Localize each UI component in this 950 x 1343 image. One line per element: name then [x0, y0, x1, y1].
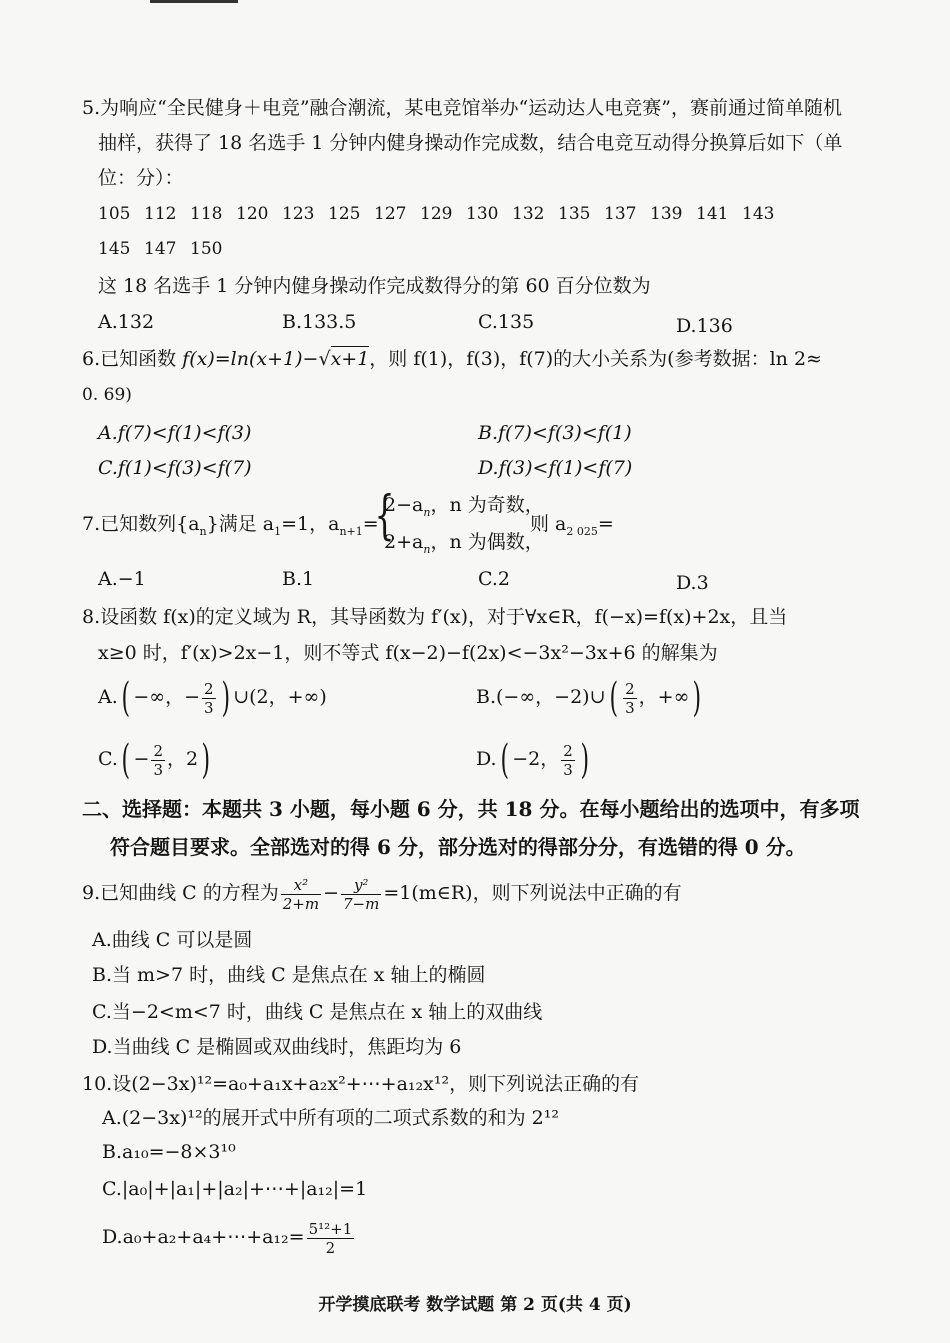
q7-sub-n: n — [199, 524, 207, 538]
q5-question: 这 18 名选手 1 分钟内健身操动作完成数得分的第 60 百分位数为 — [98, 275, 651, 297]
q7-case2-expr: 2+a — [384, 531, 424, 553]
q8-d-part1: −2， — [512, 748, 560, 770]
q5-data-value: 129 — [420, 204, 453, 224]
q9-option-a: A.曲线 C 可以是圆 — [92, 929, 253, 951]
q10-option-c: C.|a₀|+|a₁|+|a₂|+⋯+|a₁₂|=1 — [102, 1178, 368, 1200]
q10-d-pre: D.a₀+a₂+a₄+⋯+a₁₂= — [102, 1226, 305, 1248]
q7-ask-text: 则 a — [530, 513, 567, 535]
top-rule — [150, 0, 238, 3]
q7-case1: $2-a_n$，n 为奇数， — [384, 494, 544, 519]
q5-data-value: 125 — [328, 204, 361, 224]
q5-line3: 位：分）： — [98, 167, 184, 189]
q9-option-b: B.当 m>7 时，曲线 C 是焦点在 x 轴上的椭圆 — [92, 964, 486, 986]
q8-b-num: 2 — [625, 679, 635, 698]
q5-option-d: D.136 — [676, 315, 733, 337]
q7-ask-tail: = — [597, 513, 614, 535]
q9-option-c: C.当−2<m<7 时，曲线 C 是焦点在 x 轴上的双曲线 — [92, 1001, 543, 1023]
q10-stem: 10.设(2−3x)¹²=a₀+a₁x+a₂x²+⋯+a₁₂x¹²，则下列说法正确的有 — [82, 1073, 640, 1095]
q8-c-num: 2 — [153, 741, 163, 760]
q9-tail: =1(m∈R)，则下列说法中正确的有 — [383, 882, 682, 904]
q5-data-value: 127 — [374, 204, 407, 224]
q5-data-row1 — [98, 202, 788, 226]
q6-option-d: D.f(3)<f(1)<f(7) — [478, 457, 633, 479]
q9-minus: − — [323, 882, 340, 904]
q7-option-d: D.3 — [676, 572, 709, 594]
q9-f1-num: x² — [281, 876, 321, 895]
q7-brace: { — [374, 486, 395, 546]
q5-data-value: 130 — [466, 204, 499, 224]
q9-option-d: D.当曲线 C 是椭圆或双曲线时，焦距均为 6 — [92, 1036, 462, 1058]
q5-data-value: 105 — [98, 204, 131, 224]
q5-data-value: 145 — [98, 239, 131, 259]
q7-ask — [530, 512, 614, 536]
q5-data-value: 118 — [190, 204, 223, 224]
q5-option-a: A.132 — [98, 311, 155, 333]
q8-d-num: 2 — [563, 741, 573, 760]
q9-stem — [82, 868, 682, 918]
q5-option-b: B.133.5 — [282, 311, 357, 333]
q9-f2-den: 7−m — [343, 894, 380, 913]
q8-d-label: D. — [476, 748, 497, 770]
q10-option-b: B.a₁₀=−8×3¹⁰ — [102, 1141, 236, 1163]
q9-f1-den: 2+m — [282, 894, 320, 913]
q7-ask-sub: 2 025 — [566, 524, 598, 538]
page-footer: 开学摸底联考 数学试题 第 2 页(共 4 页) — [318, 1295, 632, 1315]
q9-f2-num: y² — [341, 876, 381, 895]
q8-c-den: 3 — [153, 760, 163, 779]
q6-sqrt: x+1 — [330, 348, 370, 370]
q8-a-part2: ∪(2，+∞) — [233, 686, 327, 708]
q8-b-part2: ，+∞ — [638, 686, 690, 708]
q8-c-part2: ，2 — [166, 748, 199, 770]
q8-a-num: 2 — [204, 679, 214, 698]
q7-case1-expr: 2−a — [384, 494, 424, 516]
q5-line1: 5.为响应“全民健身＋电竞”融合潮流，某电竞馆举办“运动达人电竞赛”，赛前通过简单随机 — [82, 97, 842, 119]
q5-data-value: 112 — [144, 204, 177, 224]
q7-sub-np1: n+1 — [339, 524, 363, 538]
q8-d-den: 3 — [563, 760, 573, 779]
q5-data-value: 150 — [190, 239, 223, 259]
q8-option-b: B.(−∞，−2)∪( $\frac{2}{3}$ ，+∞) — [476, 675, 702, 721]
q5-data-value: 137 — [604, 204, 637, 224]
q5-data-value: 120 — [236, 204, 269, 224]
q10-option-d — [102, 1212, 356, 1262]
q6-option-a: A.f(7)<f(1)<f(3) — [98, 422, 252, 444]
q8-option-d: D.( −2， $\frac{2}{3}$ ) — [476, 737, 589, 783]
q7-option-b: B.1 — [282, 568, 315, 590]
q7-one: =1，a — [281, 513, 340, 535]
q8-b-label: B.(−∞，−2)∪ — [476, 686, 606, 708]
q6-option-b: B.f(7)<f(3)<f(1) — [478, 422, 632, 444]
q5-option-c: C.135 — [478, 311, 535, 333]
q7-case2-tail: ，n 为偶数， — [430, 531, 544, 553]
q7-option-c: C.2 — [478, 568, 510, 590]
q6-option-c: C.f(1)<f(3)<f(7) — [98, 457, 252, 479]
q7-option-a: A.−1 — [98, 568, 146, 590]
q10-option-a: A.(2−3x)¹²的展开式中所有项的二项式系数的和为 2¹² — [102, 1107, 559, 1129]
q5-data-value: 123 — [282, 204, 315, 224]
q7-case1-tail: ，n 为奇数， — [430, 494, 544, 516]
q8-option-c: C.( − $\frac{2}{3}$ ，2) — [98, 737, 211, 783]
q6-line2: 0. 69) — [82, 385, 132, 405]
q7-prefix: 7.已知数列{a — [82, 513, 200, 535]
q8-a-den: 3 — [204, 698, 214, 717]
q7-case2: $2+a_n$，n 为偶数， — [384, 531, 544, 556]
q8-line1: 8.设函数 f(x)的定义域为 R，其导函数为 f′(x)，对于∀x∈R，f(−x)=f(x)+2x，且当 — [82, 606, 788, 628]
q6-func: f(x)=ln(x+1)− — [182, 348, 319, 370]
q6-line1: 6.已知函数 f(x)=ln(x+1)−√x+1，则 f(1)，f(3)，f(7)的大小关系为(参考数据：ln 2≈ — [82, 348, 822, 370]
q5-data-value: 143 — [742, 204, 775, 224]
q7-stem: 7.已知数列$\{a_n\}$满足 $a_1=1$，$a_{n+1}=$ — [82, 513, 379, 538]
q5-line2: 抽样，获得了 18 名选手 1 分钟内健身操动作完成数，结合电竞互动得分换算后如下（单 — [98, 132, 843, 154]
q6-mid: ，则 f(1)，f(3)，f(7)的大小关系为(参考数据：ln 2≈ — [369, 348, 822, 370]
q6-prefix: 6.已知函数 — [82, 348, 183, 370]
q8-line2: x≥0 时，f′(x)>2x−1，则不等式 f(x−2)−f(2x)<−3x²−3x+6 的解集为 — [98, 642, 718, 664]
q5-data-value: 139 — [650, 204, 683, 224]
q8-option-a: A.( −∞，− $\frac{2}{3}$ ) ∪(2，+∞) — [98, 675, 327, 721]
q8-c-label: C. — [98, 748, 118, 770]
q5-data-value: 135 — [558, 204, 591, 224]
q8-b-den: 3 — [625, 698, 635, 717]
q7-mid: }满足 a — [206, 513, 275, 535]
q5-data-value: 147 — [144, 239, 177, 259]
q5-data-value: 132 — [512, 204, 545, 224]
q7-eq: = — [362, 513, 379, 535]
q5-data-value: 141 — [696, 204, 729, 224]
q8-c-part1: − — [133, 748, 150, 770]
q10-d-num: 5¹²+1 — [308, 1219, 353, 1238]
q5-data-row2 — [98, 237, 236, 261]
section2-line2: 符合题目要求。全部选对的得 6 分，部分选对的得部分分，有选错的得 0 分。 — [110, 835, 806, 859]
q8-a-part1: −∞，− — [133, 686, 201, 708]
q9-prefix: 9.已知曲线 C 的方程为 — [82, 882, 279, 904]
section2-line1: 二、选择题：本题共 3 小题，每小题 6 分，共 18 分。在每小题给出的选项中，有多项 — [82, 797, 860, 821]
q10-d-den: 2 — [325, 1238, 336, 1257]
q8-a-label: A. — [98, 686, 118, 708]
